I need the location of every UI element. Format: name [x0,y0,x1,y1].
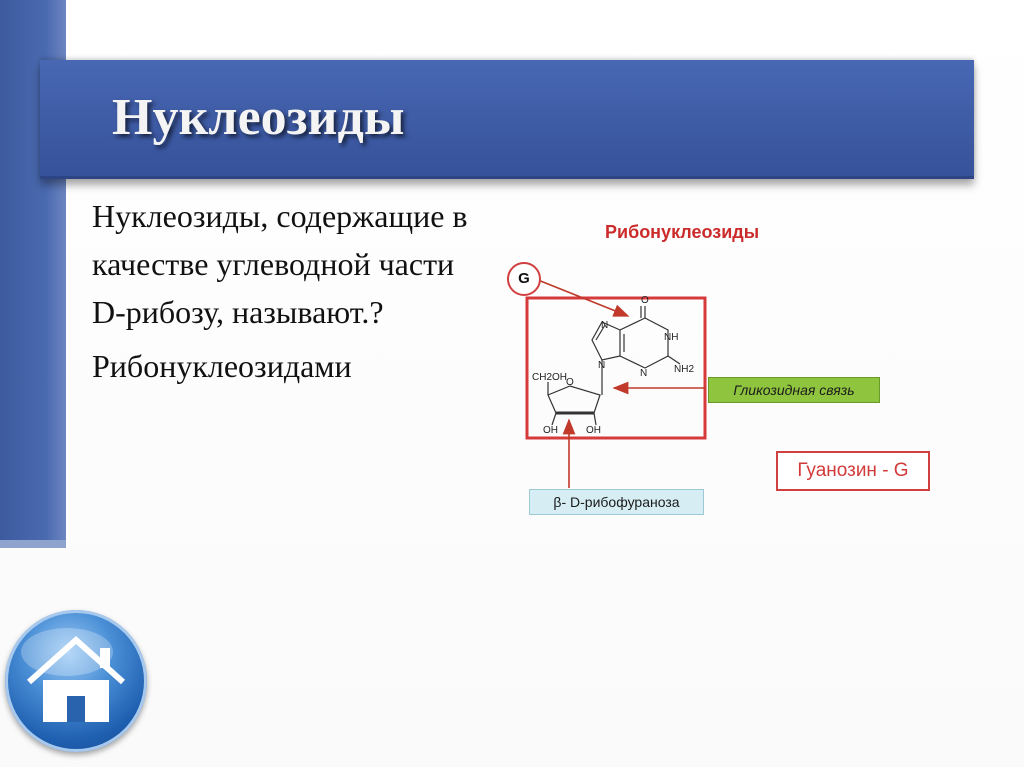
atom-ch2oh: CH2OH [532,372,568,383]
atom-o-carbonyl: O [641,295,649,306]
atom-n1: N [601,320,609,331]
guanosine-label: Гуанозин - G [776,451,930,491]
ribofuranose-label: β- D-рибофураноза [529,489,704,515]
atom-nh: NH [664,332,679,343]
home-icon [5,610,147,752]
body-paragraph-answer: Рибонуклеозидами [92,348,352,384]
atom-oh2: OH [586,425,601,436]
body-paragraph-question: Нуклеозиды, содержащие в качестве углеводной части D-рибозу, называют.? [92,198,468,330]
atom-n3: N [598,360,606,371]
glycosidic-bond-label: Гликозидная связь [708,377,880,403]
slide-title: Нуклеозиды [112,89,405,146]
figure-title: Рибонуклеозиды [605,222,760,242]
home-button[interactable] [5,610,147,752]
atom-o-ring: O [566,377,574,388]
base-g-label: G [507,262,541,296]
atom-oh1: OH [543,425,558,436]
atom-n2: N [640,368,648,379]
ribose-ring [548,382,600,425]
atom-nh2: NH2 [674,364,695,375]
